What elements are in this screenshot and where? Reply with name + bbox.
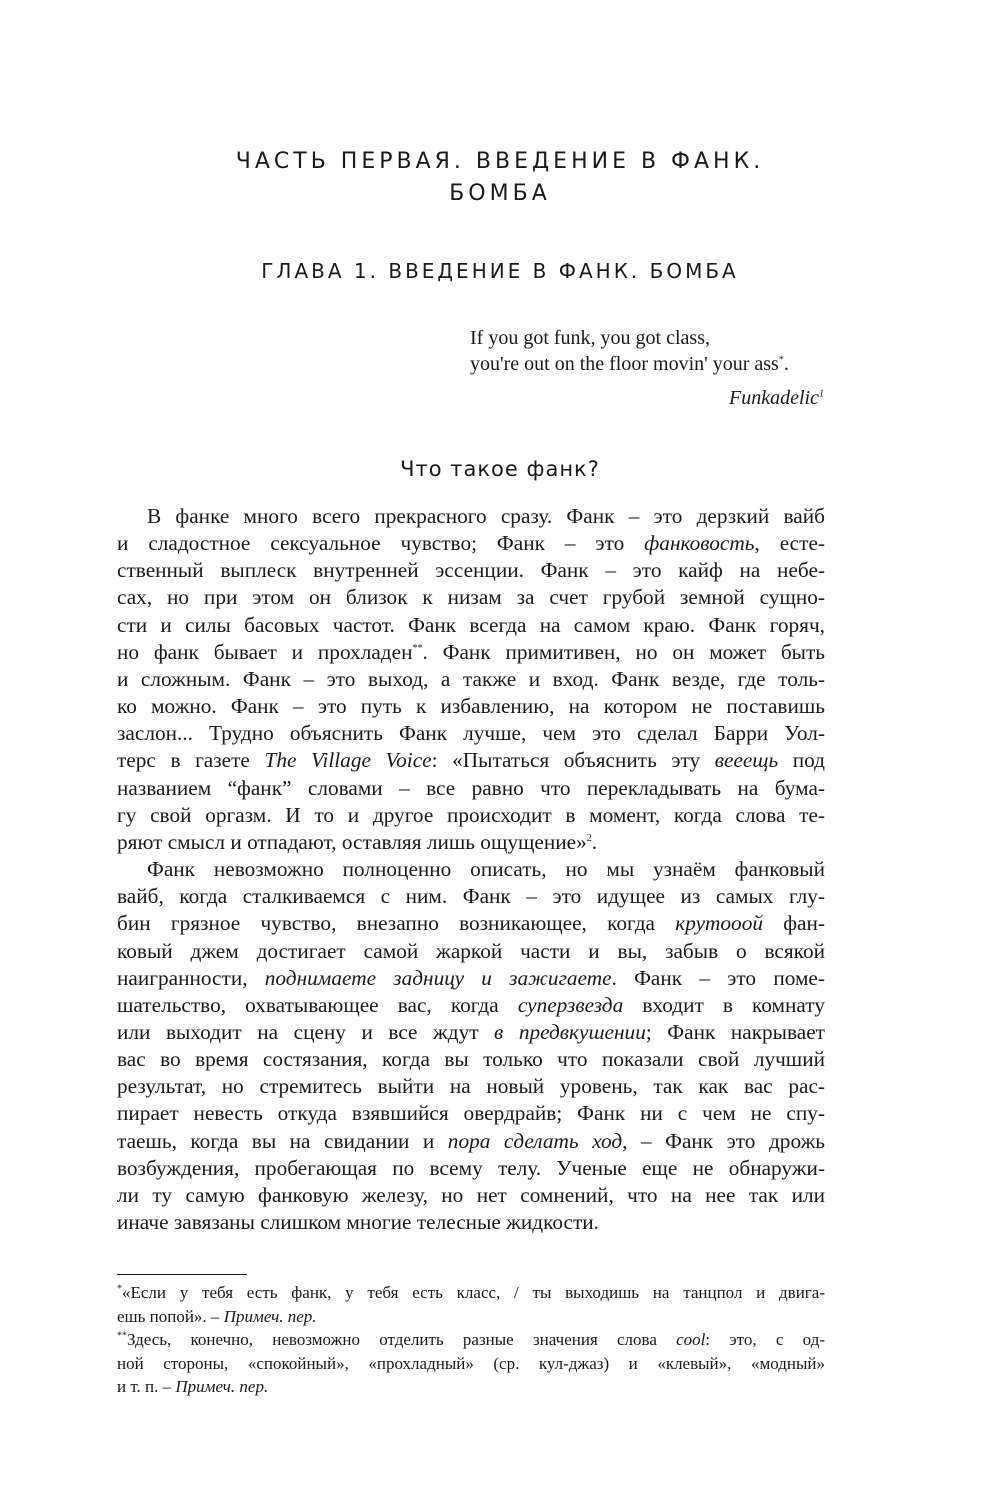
text-line: Фанк невозможно полноценно описать, но мы узнаём фанковый <box>147 857 825 882</box>
footnote-divider <box>117 1274 247 1275</box>
endnote-ref: 1 <box>819 388 824 400</box>
text-line: результат, но стремитесь выйти на новый уровень, так как вас рас- <box>117 1074 825 1099</box>
footnote-line: *«Если у тебя есть фанк, у тебя есть класс, / ты выходишь на танцпол и двига- <box>117 1283 825 1302</box>
chapter-title: ГЛАВА 1. ВВЕДЕНИЕ В ФАНК. БОМБА <box>261 259 739 283</box>
text-line: названием “фанк” словами – все равно что перекладывать на бума- <box>117 775 825 800</box>
footnote-mark: * <box>117 1283 122 1295</box>
text-line: гу свой оргазм. И то и другое происходит в момент, когда слова те- <box>117 802 825 827</box>
paragraph-2 <box>117 856 825 1236</box>
epigraph <box>470 325 830 411</box>
text-line: сти и силы басовых частот. Фанк всегда на самом краю. Фанк горяч, <box>117 612 825 637</box>
footnote-mark: ** <box>412 642 423 654</box>
footnote-1 <box>117 1281 825 1328</box>
part-title-line-1: ЧАСТЬ ПЕРВАЯ. ВВЕДЕНИЕ В ФАНК. <box>235 149 765 174</box>
epigraph-attribution: Funkadelic$^1$ <box>729 387 824 409</box>
text-line: ли ту самую фанковую железу, но нет сомнений, что на нее так или <box>117 1182 825 1207</box>
endnote-ref: 2 <box>586 832 592 844</box>
part-title-line-2: БОМБА <box>449 181 551 206</box>
text-line: сах, но при этом он близок к низам за счет грубой земной сущно- <box>117 585 825 610</box>
epigraph-line-2: you're out on the floor movin' your ass*. <box>470 353 789 375</box>
body-text <box>117 503 825 1236</box>
text-line: ковый джем достигает самой жаркой части и вы, забыв о всякой <box>117 938 825 963</box>
text-line: бин грязное чувство, внезапно возникающее, когда крутооой фан- <box>117 911 825 936</box>
section-title: Что такое фанк? <box>400 457 600 481</box>
footnote-mark: * <box>778 354 784 366</box>
text-line: заслон... Трудно объяснить Фанк лучше, чем это сделал Барри Уол- <box>117 721 825 746</box>
text-line: таешь, когда вы на свидании и пора сделать ход, – Фанк это дрожь <box>117 1128 825 1153</box>
text-line: возбуждения, пробегающая по всему телу. Ученые еще не обнаружи- <box>117 1155 825 1180</box>
text-line: терс в газете The Village Voice: «Пытаться объяснить эту вееещь под <box>117 748 826 773</box>
footnotes <box>117 1281 825 1399</box>
text-line: и сложным. Фанк – это выход, а также и вход. Фанк везде, где толь- <box>117 666 825 691</box>
text-line: но фанк бывает и прохладен**. Фанк примитивен, но он может быть <box>117 639 825 664</box>
text-line: вайб, когда сталкиваемся с ним. Фанк – это идущее из самых глу- <box>117 884 825 909</box>
text-line: ряют смысл и отпадают, оставляя лишь ощущение»$^2$. <box>117 829 598 854</box>
text-line: иначе завязаны слишком многие телесные жидкости. <box>117 1210 600 1235</box>
footnote-line: **Здесь, конечно, невозможно отделить разные значения слова cool: это, с од- <box>117 1330 825 1349</box>
text-line: пирает невесть откуда взявшийся овердрайв; Фанк ни с чем не спу- <box>117 1101 825 1126</box>
footnote-line: и т. п. – Примеч. пер. <box>117 1377 269 1396</box>
text-line: наигранности, поднимаете задницу и зажигаете. Фанк – это поме- <box>117 965 825 990</box>
text-line: В фанке много всего прекрасного сразу. Фанк – это дерзкий вайб <box>147 504 825 528</box>
text-line: вас во время состязания, когда вы только что показали свой лучший <box>117 1047 825 1072</box>
paragraph-1 <box>117 503 825 856</box>
text-line: шательство, охватывающее вас, когда суперзвезда входит в комнату <box>117 992 825 1017</box>
footnote-line: ной стороны, «спокойный», «прохладный» (ср. кул-джаз) и «клевый», «модный» <box>117 1353 825 1373</box>
text-line: и сладостное сексуальное чувство; Фанк – это фанковость, есте- <box>117 531 825 556</box>
footnote-mark: ** <box>117 1330 127 1342</box>
epigraph-line-1: If you got funk, you got class, <box>470 327 710 349</box>
footnote-2 <box>117 1328 825 1399</box>
text-line: ко можно. Фанк – это путь к избавлению, на котором не поставишь <box>117 694 825 719</box>
text-line: или выходит на сцену и все ждут в предвкушении; Фанк накрывает <box>117 1019 825 1044</box>
text-line: ственный выплеск внутренней эссенции. Фанк – это кайф на небе- <box>117 558 825 583</box>
part-title <box>0 146 1000 210</box>
footnote-line: ешь попой». – Примеч. пер. <box>117 1306 317 1326</box>
